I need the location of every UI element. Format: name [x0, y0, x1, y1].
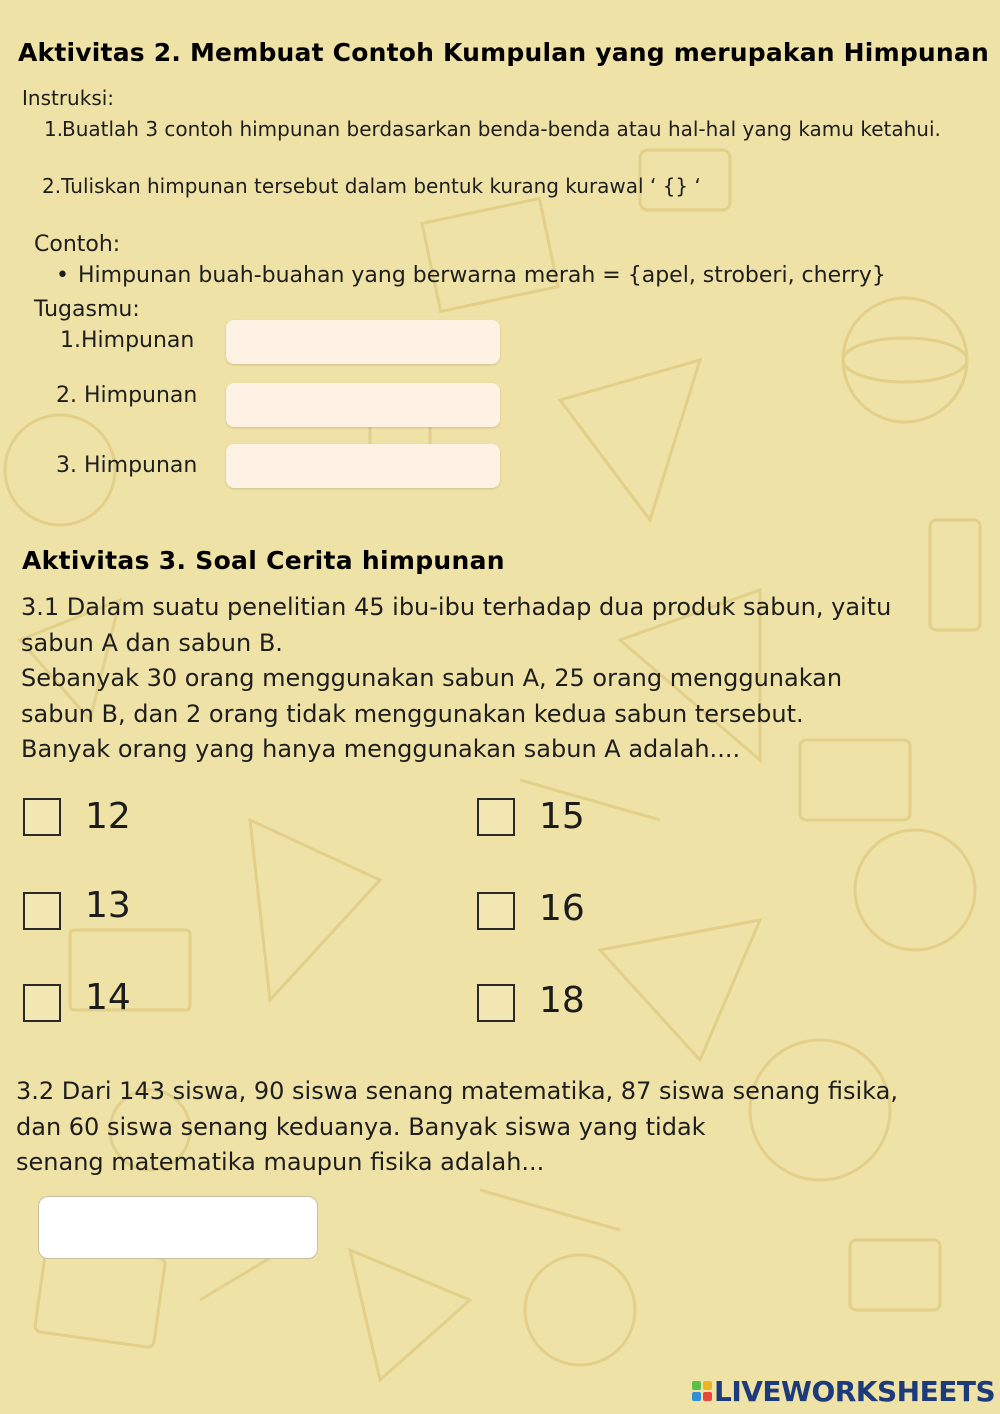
option-checkbox-18[interactable] — [477, 984, 515, 1022]
instruction-1 — [44, 114, 980, 144]
option-checkbox-16[interactable] — [477, 892, 515, 930]
bullet-icon: • — [56, 263, 69, 288]
question-3-2-line: 3.2 Dari 143 siswa, 90 siswa senang matematika, 87 siswa senang fisika, — [16, 1077, 898, 1105]
liveworksheets-logo — [692, 1374, 995, 1408]
question-3-2-answer-input[interactable] — [38, 1196, 318, 1259]
instruction-2 — [42, 174, 701, 198]
task-3-input[interactable] — [226, 444, 500, 488]
logo-square — [703, 1381, 712, 1390]
option-checkbox-15[interactable] — [477, 798, 515, 836]
question-3-1-line: Banyak orang yang hanya menggunakan sabun A adalah.... — [21, 735, 741, 763]
option-label-18: 18 — [539, 980, 585, 1021]
question-3-1-line: sabun B, dan 2 orang tidak menggunakan kedua sabun tersebut. — [21, 699, 804, 728]
option-checkbox-12[interactable] — [23, 798, 61, 836]
question-3-1-line: sabun A dan sabun B. — [21, 628, 283, 657]
example-item — [56, 263, 886, 288]
logo-square — [692, 1381, 701, 1390]
question-3-1 — [21, 590, 971, 768]
question-3-2-line: senang matematika maupun fisika adalah... — [16, 1148, 545, 1176]
option-label-16: 16 — [539, 888, 585, 929]
logo-square — [692, 1392, 701, 1401]
option-label-15: 15 — [539, 796, 585, 837]
logo-text: LIVEWORKSHEETS — [714, 1374, 996, 1408]
option-label-14: 14 — [85, 977, 131, 1018]
instruction-1-text: Buatlah 3 contoh himpunan berdasarkan benda-benda atau hal-hal yang kamu ketahui. — [62, 117, 941, 141]
instruction-2-number: 2. — [42, 174, 62, 198]
logo-square — [703, 1392, 712, 1401]
option-label-12: 12 — [85, 796, 131, 837]
task-2-input[interactable] — [226, 383, 500, 427]
instruction-1-number: 1. — [44, 117, 64, 141]
task-2-label: 2. Himpunan — [56, 383, 198, 408]
option-checkbox-13[interactable] — [23, 892, 61, 930]
example-item-text: Himpunan buah-buahan yang berwarna merah = {apel, stroberi, cherry} — [78, 263, 886, 288]
task-1-label: 1.Himpunan — [60, 328, 195, 353]
question-3-2-line: dan 60 siswa senang keduanya. Banyak siswa yang tidak — [16, 1112, 706, 1141]
example-label: Contoh: — [34, 232, 121, 257]
instructions-label: Instruksi: — [22, 86, 115, 110]
question-3-1-line: 3.1 Dalam suatu penelitian 45 ibu-ibu terhadap dua produk sabun, yaitu — [21, 593, 892, 621]
instruction-2-text: Tuliskan himpunan tersebut dalam bentuk kurang kurawal ‘ {} ‘ — [61, 174, 701, 198]
question-3-1-line: Sebanyak 30 orang menggunakan sabun A, 25 orang menggunakan — [21, 664, 843, 692]
activity-3-title: Aktivitas 3. Soal Cerita himpunan — [22, 546, 505, 575]
task-1-input[interactable] — [226, 320, 500, 364]
question-3-2 — [16, 1074, 976, 1181]
task-3-label: 3. Himpunan — [56, 453, 198, 478]
task-label: Tugasmu: — [34, 297, 140, 322]
logo-mark-icon — [692, 1381, 712, 1401]
option-label-13: 13 — [85, 885, 131, 926]
activity-2-title: Aktivitas 2. Membuat Contoh Kumpulan yang merupakan Himpunan — [18, 38, 989, 67]
option-checkbox-14[interactable] — [23, 984, 61, 1022]
